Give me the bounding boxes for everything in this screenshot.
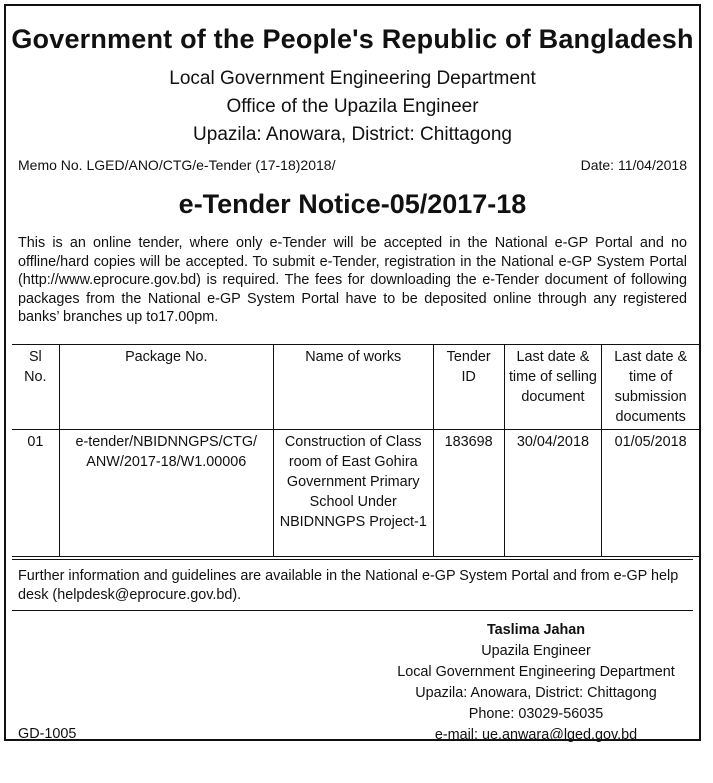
signatory-phone: Phone: 03029-56035 [468, 706, 604, 722]
header-works: Name of works [273, 345, 433, 430]
signature-block [376, 620, 696, 746]
office-name: Office of the Upazila Engineer [226, 96, 479, 117]
cell-sl: 01 [12, 430, 59, 557]
divider [12, 610, 693, 611]
header-package: Package No. [59, 345, 273, 430]
notice-frame [4, 4, 701, 741]
signatory-location: Upazila: Anowara, District: Chittagong [415, 685, 657, 701]
cell-package: e-tender/NBIDNNGPS/CTG/ ANW/2017-18/W1.00006 [59, 430, 273, 557]
table-header-row [12, 345, 699, 430]
header-tender-id: Tender ID [433, 345, 504, 430]
header-selling-date: Last date & time of selling document [504, 345, 602, 430]
divider [12, 559, 693, 560]
cell-tender-id: 183698 [433, 430, 504, 557]
memo-number: Memo No. LGED/ANO/CTG/e-Tender (17-18)2018/ [18, 157, 336, 173]
cell-works: Construction of Class room of East Gohira Government Primary School Under NBIDNNGPS Project-1 [273, 430, 433, 557]
tender-table [12, 344, 699, 557]
cell-selling-date: 30/04/2018 [504, 430, 602, 557]
memo-date: Date: 11/04/2018 [580, 157, 687, 173]
signatory-name: Taslima Jahan [486, 622, 586, 638]
further-info: Further information and guidelines are available in the National e-GP System Portal and from e-GP help desk (helpdesk@eprocure.gov.bd). [18, 568, 679, 603]
gd-number: GD-1005 [18, 726, 77, 742]
intro-paragraph: This is an online tender, where only e-Tender will be accepted in the National e-GP Portal and no offline/hard copies will be accepted. To submit e-Tender, registration in the National e-GP System Portal (http://www.eprocure.gov.bd) is required. The fees for downloading the e-Tender document of following packages from the National e-GP System Portal have to be deposited online through any registered banks’ branches up to17.00pm. [18, 235, 687, 325]
header-submission-date: Last date & time of submission documents [602, 345, 699, 430]
office-location: Upazila: Anowara, District: Chittagong [193, 124, 512, 145]
signatory-designation: Upazila Engineer [481, 643, 591, 659]
signatory-email: e-mail: ue.anwara@lged.gov.bd [434, 727, 638, 743]
department-name: Local Government Engineering Department [169, 68, 536, 89]
cell-submission-date: 01/05/2018 [602, 430, 699, 557]
header-sl: Sl No. [12, 345, 59, 430]
government-title: Government of the People's Republic of Bangladesh [11, 24, 694, 54]
signatory-department: Local Government Engineering Department [397, 664, 675, 680]
memo-row [18, 157, 687, 173]
table-row [12, 430, 699, 557]
notice-title: e-Tender Notice-05/2017-18 [178, 189, 527, 219]
